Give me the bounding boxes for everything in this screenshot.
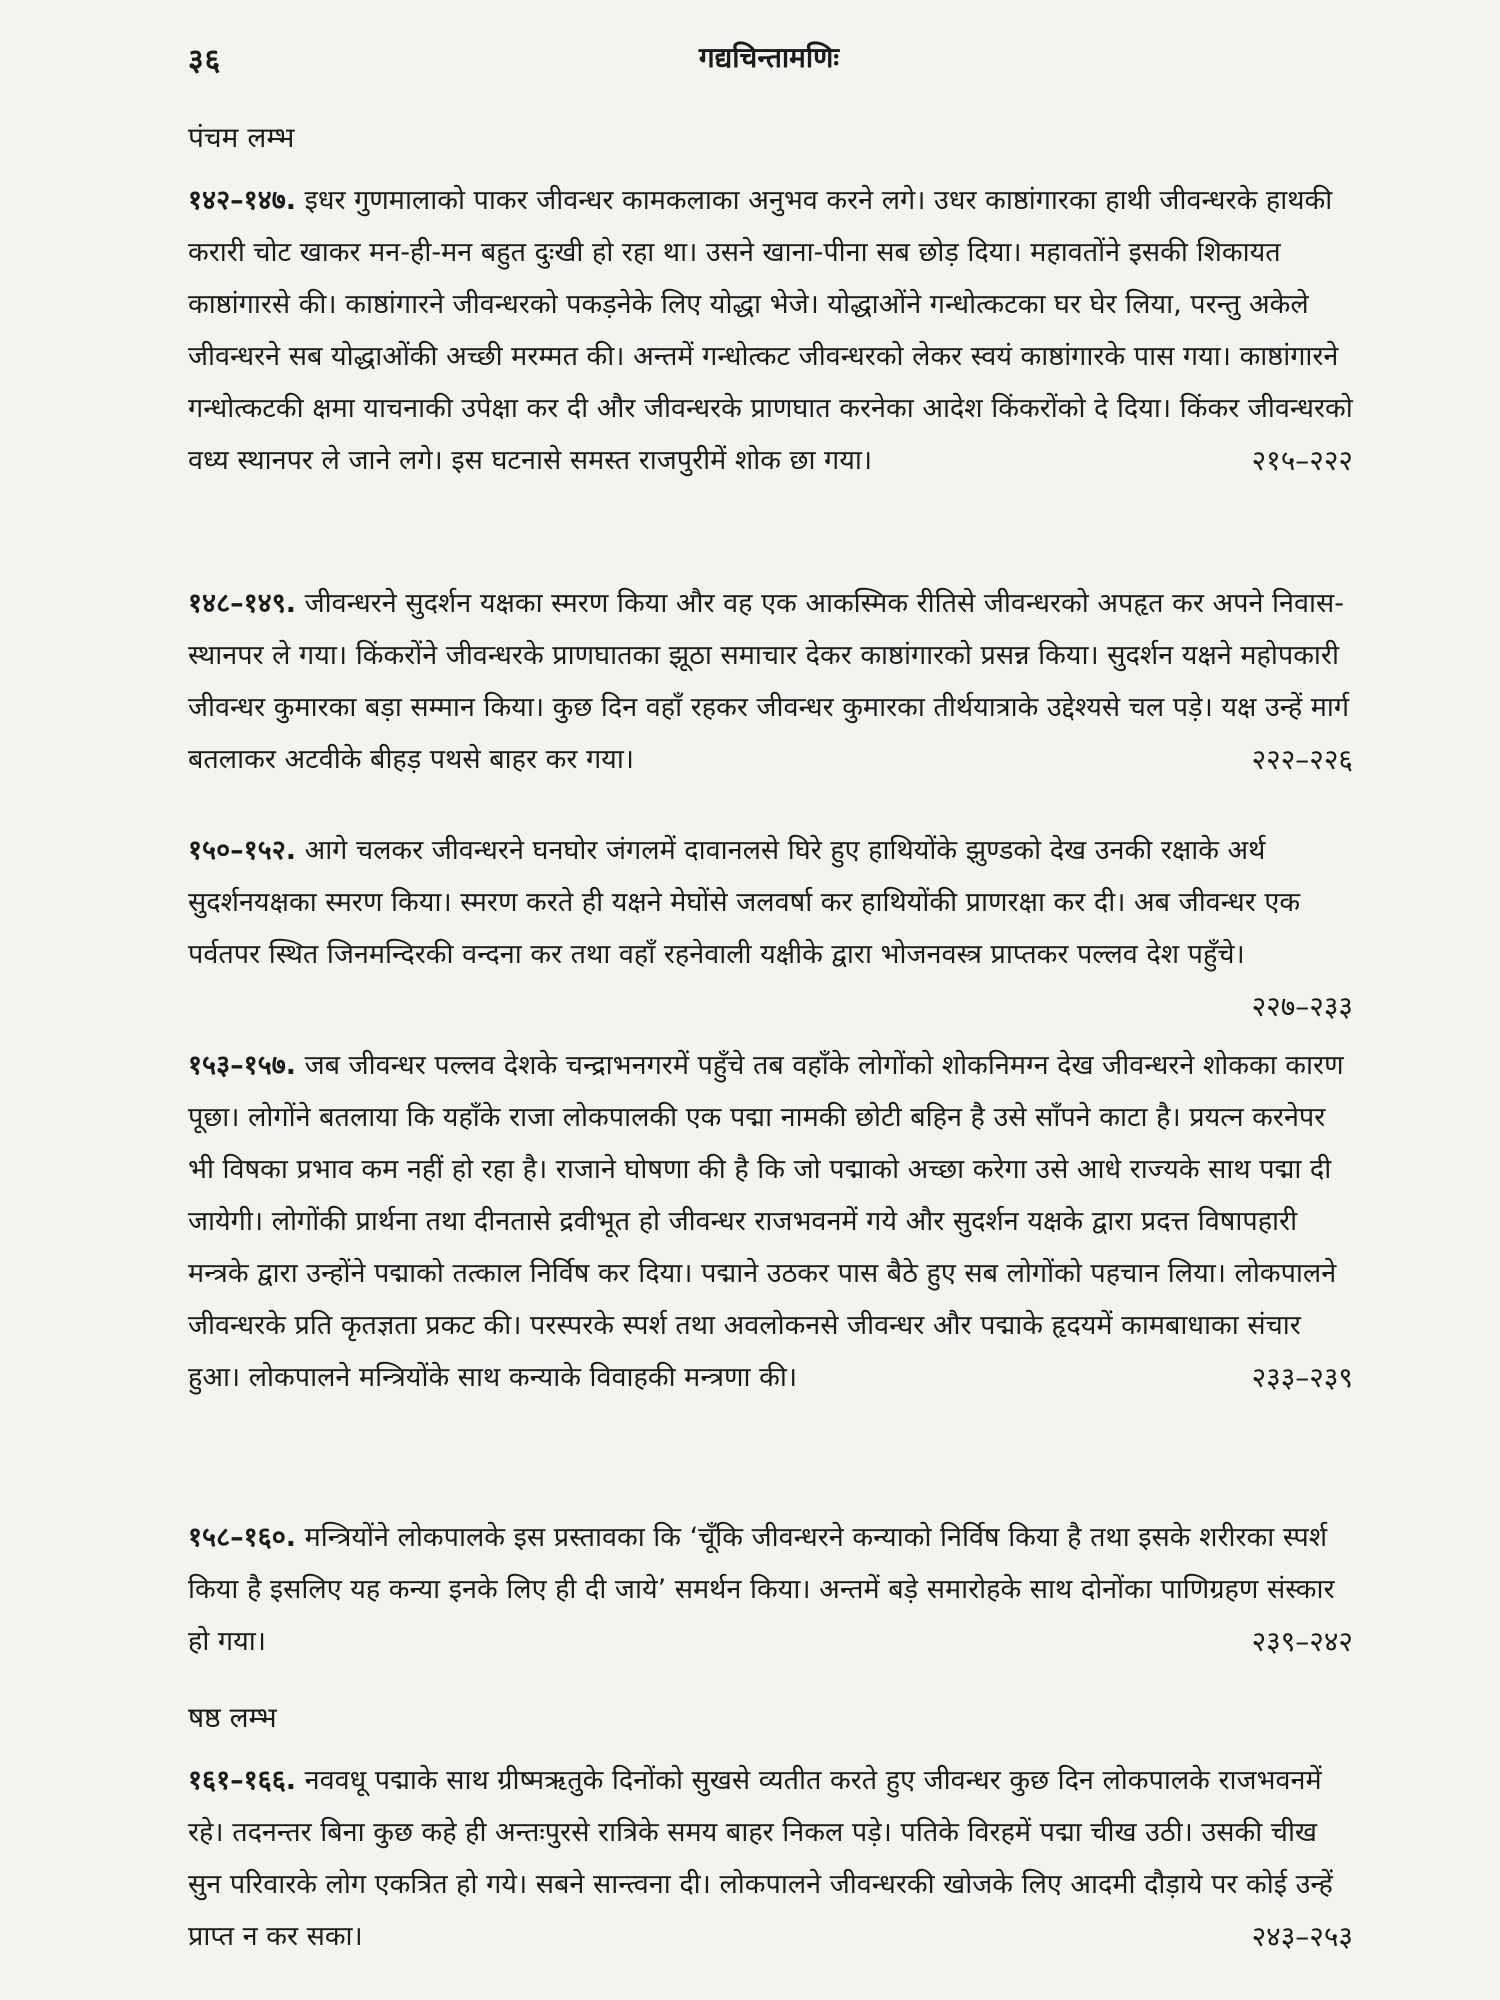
verse-reference: १६१–१६६. (188, 1765, 296, 1796)
paragraph-150-152 (188, 825, 1353, 1033)
page-number: ३६ (188, 43, 222, 78)
verse-reference: १४८–१४९. (188, 588, 296, 619)
verse-range: २३९–२४२ (1251, 1625, 1353, 1658)
verse-reference: १५०–१५२. (188, 835, 296, 866)
paragraph-text: नववधू पद्माके साथ ग्रीष्मऋतुके दिनोंको सुखसे व्यतीत करते हुए जीवन्धर कुछ दिन लोकपालके राजभवनमें रहे। तदनन्तर बिना कुछ कहे ही अन्तःपुरसे रात्रिके समय बाहर निकल पड़े। पतिके विरहमें पद्मा चीख उठी। उसकी चीख सुन परिवारके लोग एकत्रित हो गये। सबने सान्त्वना दी। लोकपालने जीवन्धरकी खोजके लिए आदमी दौड़ाये पर कोई उन्हें प्राप्त न कर सका। (188, 1765, 1333, 1952)
paragraph-text: जीवन्धरने सुदर्शन यक्षका स्मरण किया और वह एक आकस्मिक रीतिसे जीवन्धरको अपहृत कर अपने निवास-स्थानपर ले गया। किंकरोंने जीवन्धरके प्राणघातका झूठा समाचार देकर काष्ठांगारको प्रसन्न किया। सुदर्शन यक्षने महोपकारी जीवन्धर कुमारका बड़ा सम्मान किया। कुछ दिन वहाँ रहकर जीवन्धर कुमारका तीर्थयात्राके उद्देश्यसे चल पड़े। यक्ष उन्हें मार्ग बतलाकर अटवीके बीहड़ पथसे बाहर कर गया। (188, 588, 1350, 775)
paragraph-148-149 (188, 578, 1353, 786)
page-header (188, 38, 1350, 88)
paragraph-text: मन्त्रियोंने लोकपालके इस प्रस्तावका कि ‘चूँकि जीवन्धरने कन्याको निर्विष किया है तथा इसके शरीरका स्पर्श किया है इसलिए यह कन्या इनके लिए ही दी जाये’ समर्थन किया। अन्तमें बड़े समारोहके साथ दोनोंका पाणिग्रहण संस्कार हो गया। (188, 1522, 1335, 1657)
paragraph-text: इधर गुणमालाको पाकर जीवन्धर कामकलाका अनुभव करने लगे। उधर काष्ठांगारका हाथी जीवन्धरके हाथकी करारी चोट खाकर मन-ही-मन बहुत दुःखी हो रहा था। उसने खाना-पीना सब छोड़ दिया। महावतोंने इसकी शिकायत काष्ठांगारसे की। काष्ठांगारने जीवन्धरको पकड़नेके लिए योद्धा भेजे। योद्धाओंने गन्धोत्कटका घर घेर लिया, परन्तु अकेले जीवन्धरने सब योद्धाओंकी अच्छी मरम्मत की। अन्तमें गन्धोत्कट जीवन्धरको लेकर स्वयं काष्ठांगारके पास गया। काष्ठांगारने गन्धोत्कटकी क्षमा याचनाकी उपेक्षा कर दी और जीवन्धरके प्राणघात करनेका आदेश किंकरोंको दे दिया। किंकर जीवन्धरको वध्य स्थानपर ले जाने लगे। इस घटनासे समस्त राजपुरीमें शोक छा गया। (188, 185, 1353, 476)
paragraph-158-160 (188, 1512, 1353, 1668)
paragraph-161-166 (188, 1755, 1353, 1963)
verse-range: २२२–२२६ (1251, 743, 1353, 776)
section-title-pancham: पंचम लम्भ (188, 121, 295, 154)
verse-reference: १५८–१६०. (188, 1522, 296, 1553)
verse-range: २१५–२२२ (1251, 444, 1353, 477)
paragraph-153-157 (188, 1040, 1353, 1404)
verse-range: २३३–२३९ (1251, 1361, 1353, 1394)
paragraph-142-147 (188, 175, 1353, 487)
verse-reference: १५३–१५७. (188, 1050, 296, 1081)
paragraph-text: आगे चलकर जीवन्धरने घनघोर जंगलमें दावानलसे घिरे हुए हाथियोंके झुण्डको देख उनकी रक्षाके अर्थ सुदर्शनयक्षका स्मरण किया। स्मरण करते ही यक्षने मेघोंसे जलवर्षा कर हाथियोंकी प्राणरक्षा कर दी। अब जीवन्धर एक पर्वतपर स्थित जिनमन्दिरकी वन्दना कर तथा वहाँ रहनेवाली यक्षीके द्वारा भोजनवस्त्र प्राप्तकर पल्लव देश पहुँचे। (188, 835, 1301, 970)
verse-reference: १४२–१४७. (188, 185, 296, 216)
running-title: गद्यचिन्तामणिः (698, 41, 840, 74)
section-title-shashtha: षष्ठ लम्भ (188, 1701, 277, 1734)
verse-range: २२७–२३३ (1251, 990, 1353, 1023)
paragraph-text: जब जीवन्धर पल्लव देशके चन्द्राभनगरमें पहुँचे तब वहाँके लोगोंको शोकनिमग्न देख जीवन्धरने शोकका कारण पूछा। लोगोंने बतलाया कि यहाँके राजा लोकपालकी एक पद्मा नामकी छोटी बहिन है उसे साँपने काटा है। प्रयत्न करनेपर भी विषका प्रभाव कम नहीं हो रहा है। राजाने घोषणा की है कि जो पद्माको अच्छा करेगा उसे आधे राज्यके साथ पद्मा दी जायेगी। लोगोंकी प्रार्थना तथा दीनतासे द्रवीभूत हो जीवन्धर राजभवनमें गये और सुदर्शन यक्षके द्वारा प्रदत्त विषापहारी मन्त्रके द्वारा उन्होंने पद्माको तत्काल निर्विष कर दिया। पद्माने उठकर पास बैठे हुए सब लोगोंको पहचान लिया। लोकपालने जीवन्धरके प्रति कृतज्ञता प्रकट की। परस्परके स्पर्श तथा अवलोकनसे जीवन्धर और पद्माके हृदयमें कामबाधाका संचार हुआ। लोकपालने मन्त्रियोंके साथ कन्याके विवाहकी मन्त्रणा की। (188, 1050, 1344, 1393)
verse-range: २४३–२५३ (1251, 1920, 1353, 1953)
